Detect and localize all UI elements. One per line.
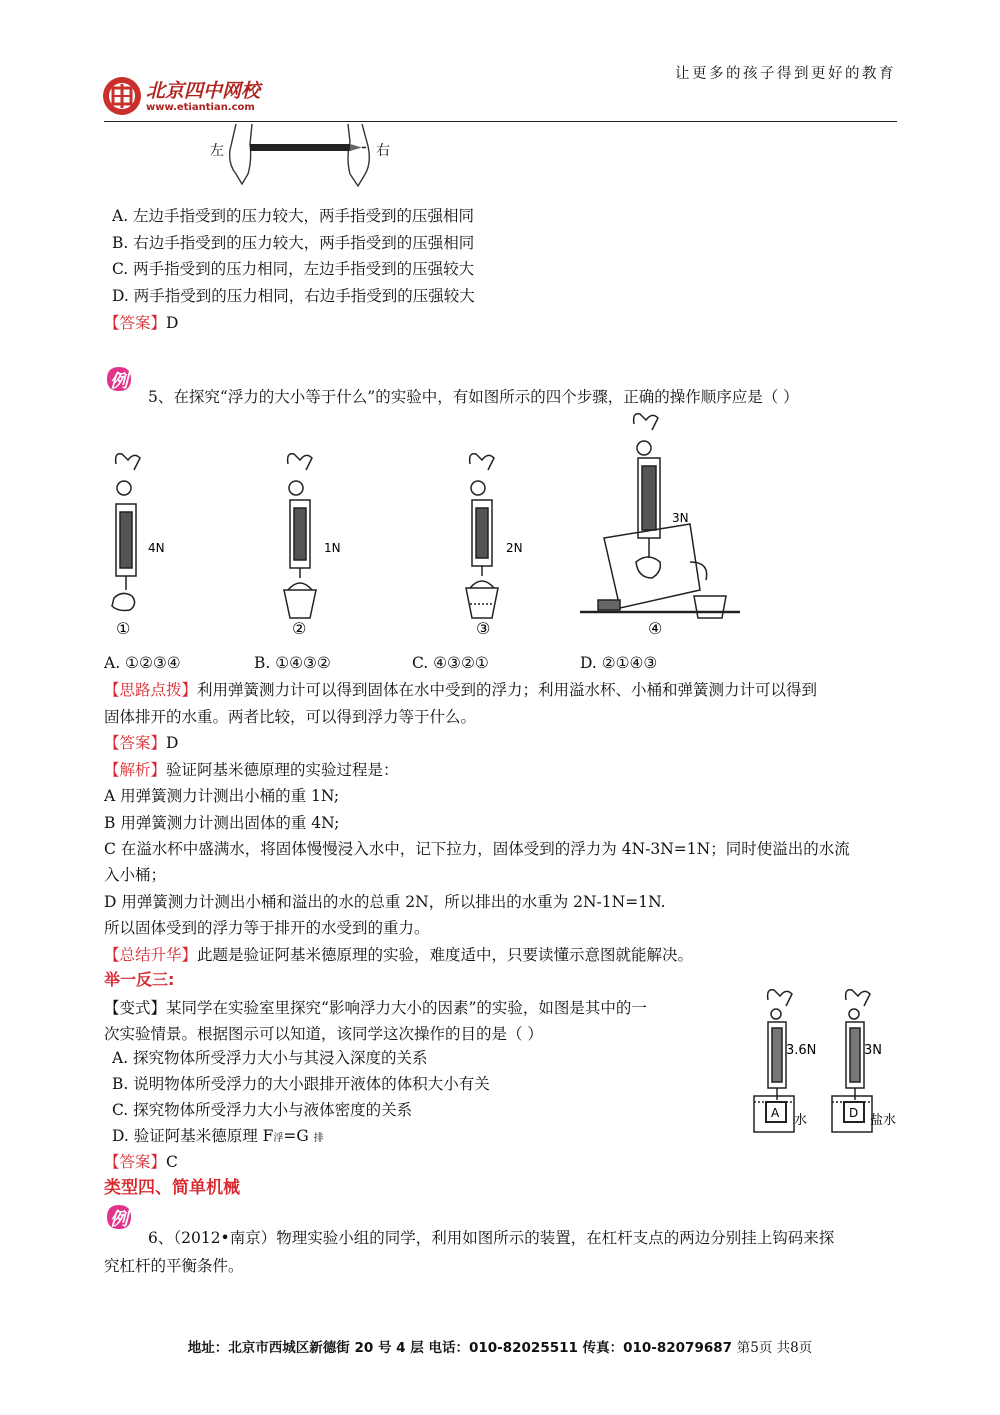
pencil-left-label: 左 [210,143,224,159]
footer-page: 第5页 共8页 [736,1340,813,1356]
variant-liquid-left: 水 [794,1113,808,1128]
example-badge-label: 例 [110,1209,128,1230]
q4-answer [104,313,178,333]
q4-option-d: D. 两手指受到的压力相同，右边手指受到的压强较大 [112,287,475,305]
answer-tag: 【答案】 [104,734,167,752]
step-label-4: ④ [648,619,663,638]
variant-heading: 举一反三: [104,970,175,989]
section-heading: 类型四、简单机械 [104,1178,240,1198]
logo-url: www.etiantian.com [146,102,255,113]
opt-d-sub-fu: 浮 [273,1133,284,1144]
q5-step-c-cont: 入小桶； [104,866,167,884]
q4-option-a: A. 左边手指受到的压力较大，两手指受到的压强相同 [112,207,475,225]
example-badge-icon [104,364,134,394]
variant-reading-left: 3.6N [786,1043,817,1058]
q5-option-a: A. ①②③④ [104,654,181,672]
answer-value: D [166,314,179,332]
q5-figure [100,412,740,642]
analysis-intro: 验证阿基米德原理的实验过程是： [166,761,399,779]
example-badge-label: 例 [110,371,128,392]
q5-step-c: C 在溢水杯中盛满水，将固体慢慢浸入水中，记下拉力，固体受到的浮力为 4N-3N=1N；同时使溢出的水流 [104,840,850,858]
answer-tag: 【答案】 [104,1153,167,1171]
hint-tag: 【思路点拨】 [104,681,198,699]
variant-stem-text: 某同学在实验室里探究“影响浮力大小的因素”的实验，如图是其中的一 [166,999,647,1017]
q5-option-b: B. ①④③② [254,654,331,672]
variant-reading-right: 3N [864,1043,882,1058]
answer-value: D [166,734,179,752]
q5-stem: 5、在探究“浮力的大小等于什么”的实验中，有如图所示的四个步骤，正确的操作顺序应是（ ） [148,388,799,406]
q5-option-d: D. ②①④③ [580,654,658,672]
q5-summary [104,945,693,965]
variant-option-c: C. 探究物体所受浮力大小与液体密度的关系 [112,1101,413,1119]
example-badge-icon [104,1202,134,1232]
reading-3: 2N [506,541,523,555]
q5-step-a: A 用弹簧测力计测出小桶的重 1N; [104,787,340,805]
footer-address: 地址：北京市西城区新德街 20 号 4 层 电话：010-82025511 传真：010-82079687 [187,1340,733,1356]
opt-d-mid: =G [283,1127,309,1145]
q5-analysis [104,760,399,780]
q5-step-b: B 用弹簧测力计测出固体的重 4N; [104,814,340,832]
reading-2: 1N [324,541,341,555]
variant-block-left: A [771,1106,780,1120]
answer-tag: 【答案】 [104,314,167,332]
hint-text-1: 利用弹簧测力计可以得到固体在水中受到的浮力；利用溢水杯、小桶和弹簧测力计可以得到 [197,681,818,699]
variant-liquid-right: 盐水 [870,1113,897,1128]
variant-answer [104,1152,178,1172]
variant-option-a: A. 探究物体所受浮力大小与其浸入深度的关系 [112,1049,428,1067]
variant-option-b: B. 说明物体所受浮力的大小跟排开液体的体积大小有关 [112,1075,490,1093]
variant-figure [750,978,900,1138]
q5-answer [104,733,178,753]
q6-line2: 究杠杆的平衡条件。 [104,1257,244,1275]
header-slogan: 让更多的孩子得到更好的教育 [675,66,896,82]
q5-step-d: D 用弹簧测力计测出小桶和溢出的水的总重 2N，所以排出的水重为 2N-1N=1N. [104,893,666,911]
opt-d-prefix: D. 验证阿基米德原理 F [112,1127,274,1145]
variant-stem-line2: 次实验情景。根据图示可以知道，该同学这次操作的目的是（ ） [104,1025,543,1043]
q5-conclusion: 所以固体受到的浮力等于排开的水受到的重力。 [104,919,430,937]
summary-tag: 【总结升华】 [104,946,198,964]
page-footer [0,1336,1000,1356]
answer-value: C [166,1153,178,1171]
pencil-figure [200,124,400,190]
variant-option-d [112,1126,324,1149]
pencil-right-label: 右 [376,143,390,159]
step-label-3: ③ [476,619,491,638]
q4-option-b: B. 右边手指受到的压力较大，两手指受到的压强相同 [112,234,475,252]
q5-hint-line2: 固体排开的水重。两者比较，可以得到浮力等于什么。 [104,708,477,726]
step-label-2: ② [292,619,307,638]
reading-1: 4N [148,541,165,555]
analysis-tag: 【解析】 [104,761,167,779]
variant-stem-line1 [104,998,647,1018]
step-label-1: ① [116,619,131,638]
logo-name: 北京四中网校 [146,80,261,102]
opt-d-sub-pai: 排 [313,1133,324,1144]
q6-line1: 6、（2012•南京）物理实验小组的同学，利用如图所示的装置，在杠杆支点的两边分别挂上钩码来探 [148,1229,835,1247]
variant-block-right: D [849,1106,859,1120]
variant-tag: 【变式】 [104,999,167,1017]
q4-option-c: C. 两手指受到的压力相同，左边手指受到的压强较大 [112,260,475,278]
header-rule [104,121,897,122]
q5-hint-line1 [104,680,817,700]
q5-option-c: C. ④③②① [412,654,489,672]
summary-text: 此题是验证阿基米德原理的实验，难度适中，只要读懂示意图就能解决。 [197,946,694,964]
reading-4: 3N [672,511,689,525]
school-logo [100,72,290,120]
